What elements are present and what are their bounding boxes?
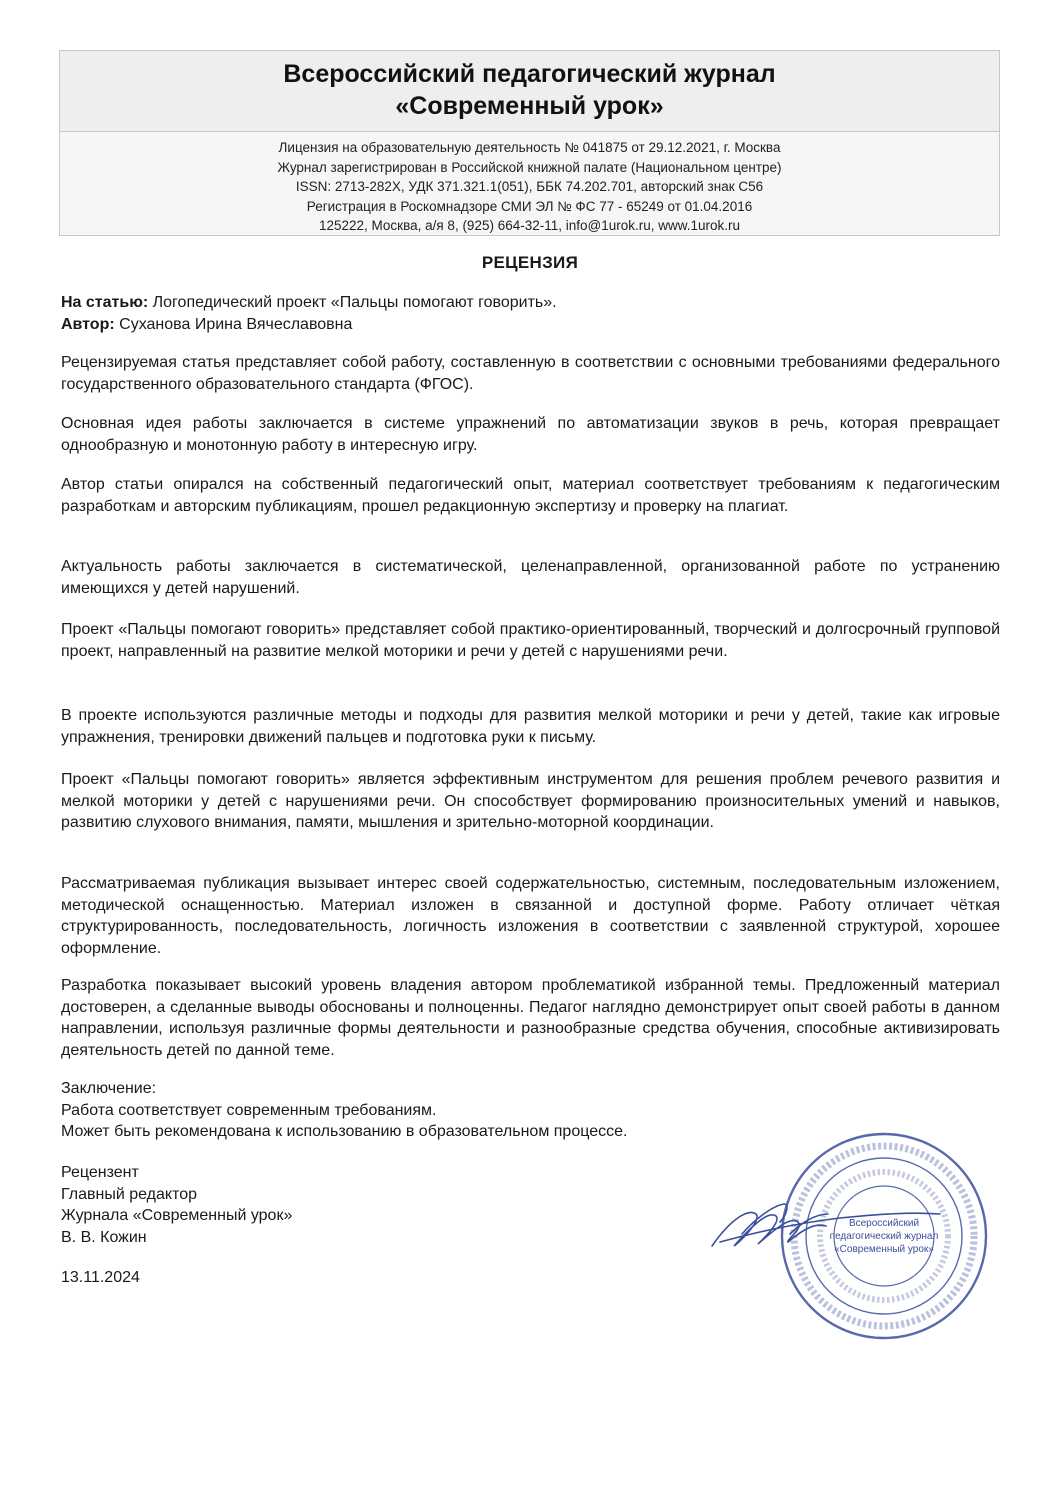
reviewer-line: Главный редактор bbox=[61, 1185, 198, 1203]
registration-line: Лицензия на образовательную деятельность № 041875 от 29.12.2021, г. Москва bbox=[278, 140, 781, 155]
review-paragraph: В проекте используются различные методы и подходы для развития мелкой моторики и речи у детей, такие как игровые упражнения, тренировки движений пальцев и подготовка руки к письму. bbox=[61, 707, 1000, 746]
conclusion-line: Работа соответствует современным требованиям. bbox=[61, 1101, 437, 1119]
article-line bbox=[61, 292, 1000, 314]
stamp-center-line: «Современный урок» bbox=[834, 1244, 934, 1255]
reviewer-line: Рецензент bbox=[61, 1164, 139, 1181]
review-paragraph: Разработка показывает высокий уровень владения автором проблематикой избранной темы. Предложенный материал достоверен, а сделанные выводы обоснованы и полноценны. Педагог наглядно демонстрирует опыт своей работы в данном направлении, используя различные формы деятельности и разнообразные средства обучения, способные активизировать деятельность детей по данной теме. bbox=[61, 977, 1000, 1059]
review-paragraph: Рецензируемая статья представляет собой работу, составленную в соответствии с основными требованиями федерального государственного образовательного стандарта (ФГОС). bbox=[61, 354, 1000, 393]
document-date: 13.11.2024 bbox=[61, 1269, 140, 1286]
review-paragraph: Рассматриваемая публикация вызывает интерес своей содержательностью, системным, последовательным изложением, методической оснащенностью. Материал изложен в связанной и доступной форме. Работу отличает чёткая структурированность, последовательность, логичность изложения в соответствии с заявленной структурой, хорошее оформление. bbox=[61, 875, 1000, 957]
journal-header bbox=[59, 50, 1000, 236]
document-title: РЕЦЕНЗИЯ bbox=[481, 253, 579, 272]
stamp-graphic bbox=[690, 1130, 1030, 1380]
review-paragraph: Проект «Пальцы помогают говорить» является эффективным инструментом для решения проблем речевого развития и мелкой моторики у детей с нарушениями речи. Он способствует формированию произносительных умений и навыков, развитию слухового внимания, памяти, мышления и зрительно-моторной координации. bbox=[61, 771, 1000, 831]
review-paragraph: Актуальность работы заключается в систематической, целенаправленной, организованной работе по устранению имеющихся у детей нарушений. bbox=[61, 558, 1000, 597]
registration-block bbox=[60, 132, 999, 235]
journal-round-stamp bbox=[782, 1134, 986, 1338]
article-value: Логопедический проект «Пальцы помогают говорить». bbox=[152, 294, 557, 311]
journal-title-block bbox=[60, 51, 999, 132]
article-meta bbox=[61, 292, 1000, 335]
review-paragraph: Основная идея работы заключается в системе упражнений по автоматизации звуков в речь, которая превращает однообразную и монотонную работу в интересную игру. bbox=[61, 415, 1000, 454]
stamp-center-line: Всероссийский bbox=[848, 1218, 920, 1229]
author-value: Суханова Ирина Вячеславовна bbox=[119, 315, 353, 333]
registration-line: ISSN: 2713-282X, УДК 371.321.1(051), ББК 74.202.701, авторский знак С56 bbox=[295, 179, 764, 194]
review-paragraph: Проект «Пальцы помогают говорить» представляет собой практико-ориентированный, творческий и долгосрочный групповой проект, направленный на развитие мелкой моторики и речи у детей с нарушениями речи. bbox=[61, 621, 1000, 660]
signature-and-stamp bbox=[690, 1130, 1030, 1380]
registration-line: 125222, Москва, а/я 8, (925) 664-32-11, info@1urok.ru, www.1urok.ru bbox=[318, 218, 741, 233]
conclusion-line: Может быть рекомендована к использованию в образовательном процессе. bbox=[61, 1123, 628, 1140]
review-paragraph: Автор статьи опирался на собственный педагогический опыт, материал соответствует требованиям к педагогическим разработкам и авторским публикациям, прошел редакционную экспертизу и проверку на плагиат. bbox=[61, 476, 1000, 515]
stamp-center-line: педагогический журнал bbox=[829, 1231, 939, 1242]
author-line bbox=[61, 314, 1000, 336]
registration-line: Регистрация в Роскомнадзоре СМИ ЭЛ № ФС 77 - 65249 от 01.04.2016 bbox=[306, 198, 753, 214]
reviewer-line: Журнала «Современный урок» bbox=[61, 1207, 293, 1224]
registration-line: Журнал зарегистрирован в Российской книжной палате (Национальном центре) bbox=[277, 159, 782, 175]
journal-title-line1: Всероссийский педагогический журнал bbox=[283, 60, 776, 88]
conclusion-heading: Заключение: bbox=[61, 1080, 157, 1097]
journal-title-line2: «Современный урок» bbox=[395, 92, 664, 120]
author-label: Автор: bbox=[61, 315, 115, 333]
article-label: На статью: bbox=[61, 294, 149, 311]
reviewer-name: В. В. Кожин bbox=[61, 1228, 147, 1246]
